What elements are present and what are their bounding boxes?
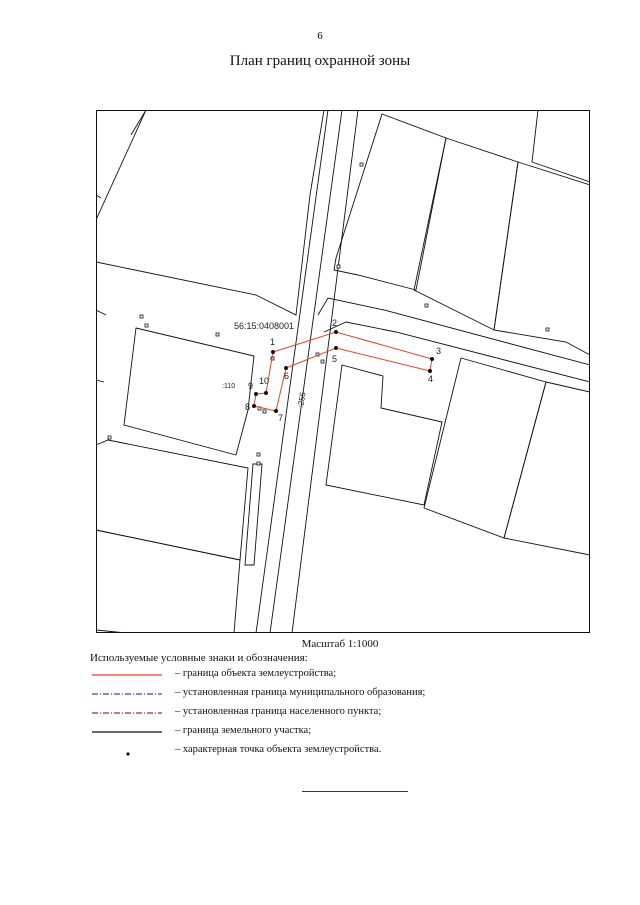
cadastral-block-label: 56:15:0408001 <box>234 321 295 331</box>
characteristic-point-4 <box>428 369 432 373</box>
point-label-10: 10 <box>259 376 270 386</box>
square-marker <box>360 163 363 166</box>
legend-label: – установленная граница населенного пункта; <box>175 706 382 717</box>
point-label-7: 7 <box>278 413 284 423</box>
point-label-5: 5 <box>332 354 338 364</box>
legend-item-characteristic-point <box>92 744 512 762</box>
legend-title: Используемые условные знаки и обозначения: <box>90 652 308 664</box>
legend-item-settlement-boundary <box>92 706 512 724</box>
legend-label: – граница земельного участка; <box>175 725 312 736</box>
legend-label: – характерная точка объекта землеустройства. <box>175 744 382 755</box>
parcel-110-label: :110 <box>222 383 236 390</box>
characteristic-point-3 <box>430 357 434 361</box>
signature-line <box>302 791 408 792</box>
document-title: План границ охранной зоны <box>229 53 411 69</box>
square-marker <box>263 410 266 413</box>
square-marker <box>425 304 428 307</box>
square-marker <box>321 360 324 363</box>
square-marker <box>257 453 260 456</box>
characteristic-point-10 <box>264 391 268 395</box>
legend-symbol-parcel-boundary <box>92 725 162 739</box>
characteristic-point-5 <box>334 346 338 350</box>
legend-symbol-object-boundary <box>92 668 162 682</box>
legend-item-object-boundary <box>92 668 512 686</box>
page-number: 6 <box>317 30 323 42</box>
characteristic-point-8 <box>252 404 256 408</box>
characteristic-point-9 <box>254 392 258 396</box>
square-marker <box>337 265 340 268</box>
characteristic-point-2 <box>334 330 338 334</box>
legend-item-municipal-boundary <box>92 687 512 705</box>
square-marker <box>145 324 148 327</box>
square-marker <box>140 315 143 318</box>
point-label-2: 2 <box>332 318 338 328</box>
point-label-6: 6 <box>284 371 290 381</box>
legend-label: – граница объекта землеустройства; <box>175 668 337 679</box>
parcel-255-label: :255 <box>296 391 308 409</box>
point-label-8: 8 <box>245 402 251 412</box>
point-label-4: 4 <box>428 374 434 384</box>
characteristic-point-6 <box>284 366 288 370</box>
point-label-3: 3 <box>436 346 442 356</box>
square-marker <box>216 333 219 336</box>
scale-label: Масштаб 1:1000 <box>301 638 379 650</box>
map-frame <box>97 111 590 633</box>
characteristic-point-1 <box>271 350 275 354</box>
boundary-plan-map <box>96 110 590 633</box>
point-label-9: 9 <box>248 381 254 391</box>
point-label-1: 1 <box>270 337 276 347</box>
legend-item-parcel-boundary <box>92 725 512 743</box>
square-marker <box>257 462 260 465</box>
legend-symbol-settlement-boundary <box>92 706 162 720</box>
legend-symbol-municipal-boundary <box>92 687 162 701</box>
legend-symbol-characteristic-point <box>92 744 162 758</box>
square-marker <box>546 328 549 331</box>
square-marker <box>108 436 111 439</box>
legend-label: – установленная граница муниципального образования; <box>175 687 426 698</box>
